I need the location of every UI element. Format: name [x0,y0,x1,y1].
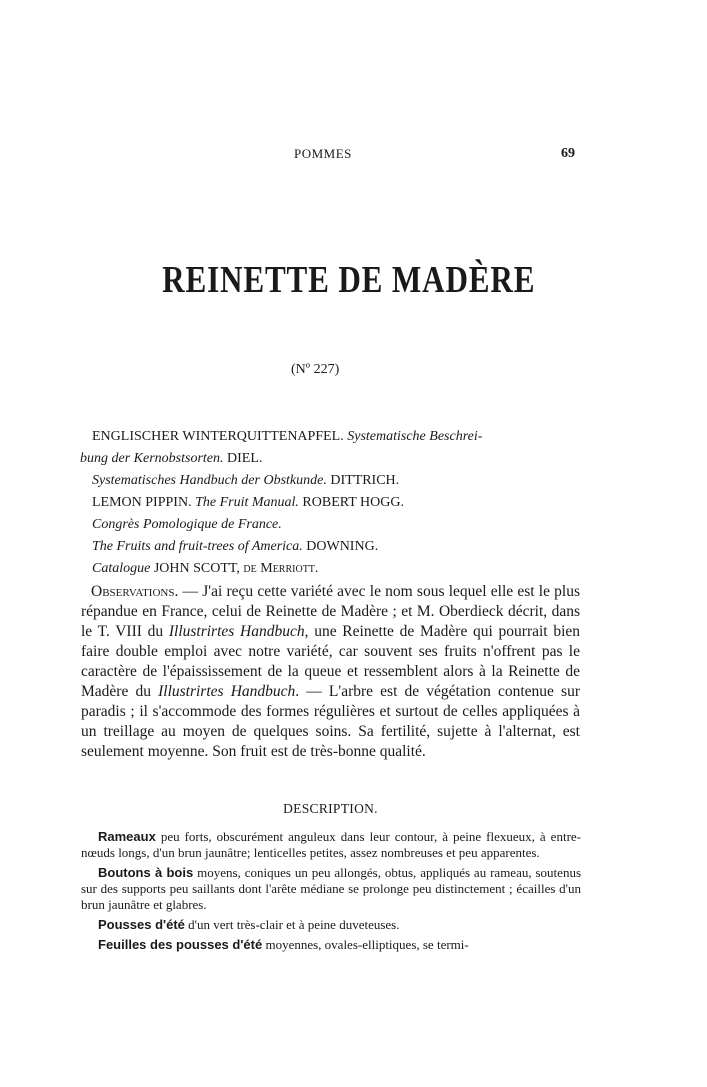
description-entry [81,829,581,861]
observations-part: — J'ai reçu cette variété avec le nom sous lequel elle est le plus répandue en France, celui de Reinette de Madère ; et M. Oberdieck décrit, dans le T. VIII du [81,583,580,640]
synonym-source: bung der Kernobstsorten. [80,451,224,466]
description-entry [81,865,581,913]
observations-paragraph [81,582,580,762]
description-term: Rameaux [98,829,156,844]
observations-part: . — L'arbre est de végétation contenue sur paradis ; il s'accommode des formes régulières et surtout de celles appliquées à un treillage au moyen de quelques soins. Sa fertilité, sujette à l'alternat, est seulement moyenne. Son fruit est de très-bonne qualité. [81,683,580,760]
synonym-entry [92,426,582,448]
section-heading: DESCRIPTION. [283,801,378,816]
observations-text [81,582,580,762]
description-entry [81,917,581,933]
synonym-author: JOHN SCOTT, de Merriott. [150,561,319,576]
description-section [81,829,581,957]
description-entry [81,937,581,953]
synonym-name: LEMON PIPPIN. [92,495,192,510]
description-term: Feuilles des pousses d'été [98,937,263,952]
synonym-entry [92,558,582,580]
synonym-entry [92,536,582,558]
synonym-source: Systematische Beschrei- [343,429,483,444]
observations-lead: Observations. [91,583,179,600]
synonym-source: The Fruit Manual. [191,495,299,510]
page-number: 69 [561,146,575,161]
book-title: Illustrirtes Handbuch [158,683,296,700]
synonym-author: DITTRICH. [326,473,400,488]
synonym-list [80,426,582,580]
synonym-entry [92,514,582,536]
synonym-entry [92,470,582,492]
running-head [0,146,707,164]
page-title: REINETTE DE MADÈRE [162,259,536,301]
synonym-source: The Fruits and fruit-trees of America. [92,539,303,554]
synonym-source: Congrès Pomologique de France. [92,517,282,532]
book-title: Illustrirtes Handbuch [168,623,305,640]
synonym-author: ROBERT HOGG. [298,495,404,510]
description-term: Pousses d'été [98,917,185,932]
synonym-author: DIEL. [223,451,263,466]
synonym-source: Catalogue [92,561,151,576]
synonym-entry [80,448,582,470]
description-text: peu forts, obscurément anguleux dans leur contour, à peine flexueux, à entre-nœuds longs, d'un brun jaunâtre; lenticelles petites, assez nombreuses et peu apparentes. [81,829,581,860]
description-text: moyennes, ovales-elliptiques, se termi- [262,937,469,952]
synonym-entry [92,492,582,514]
observations-part: , une Reinette de Madère qui pourrait bien faire double emploi avec notre variété, car souvent ses fruits n'offrent pas le caractère de l'épaississement de la queue et ressemblent alors à la Reinette de Madère du [81,623,581,700]
description-term: Boutons à bois [98,865,194,880]
synonym-name: ENGLISCHER WINTERQUITTENAPFEL. [92,429,344,444]
synonym-source: Systematisches Handbuch der Obstkunde. [92,473,327,488]
synonym-author: DOWNING. [302,539,379,554]
variety-number: (Nº 227) [291,362,340,377]
running-title: POMMES [294,146,352,161]
description-text: moyens, coniques un peu allongés, obtus, appliqués au rameau, soutenus sur des supports peu saillants dont l'arête médiane se prolonge peu distinctement ; écailles d'un brun jaunâtre et glabres. [81,865,581,912]
description-text: d'un vert très-clair et à peine duveteuses. [184,917,400,932]
